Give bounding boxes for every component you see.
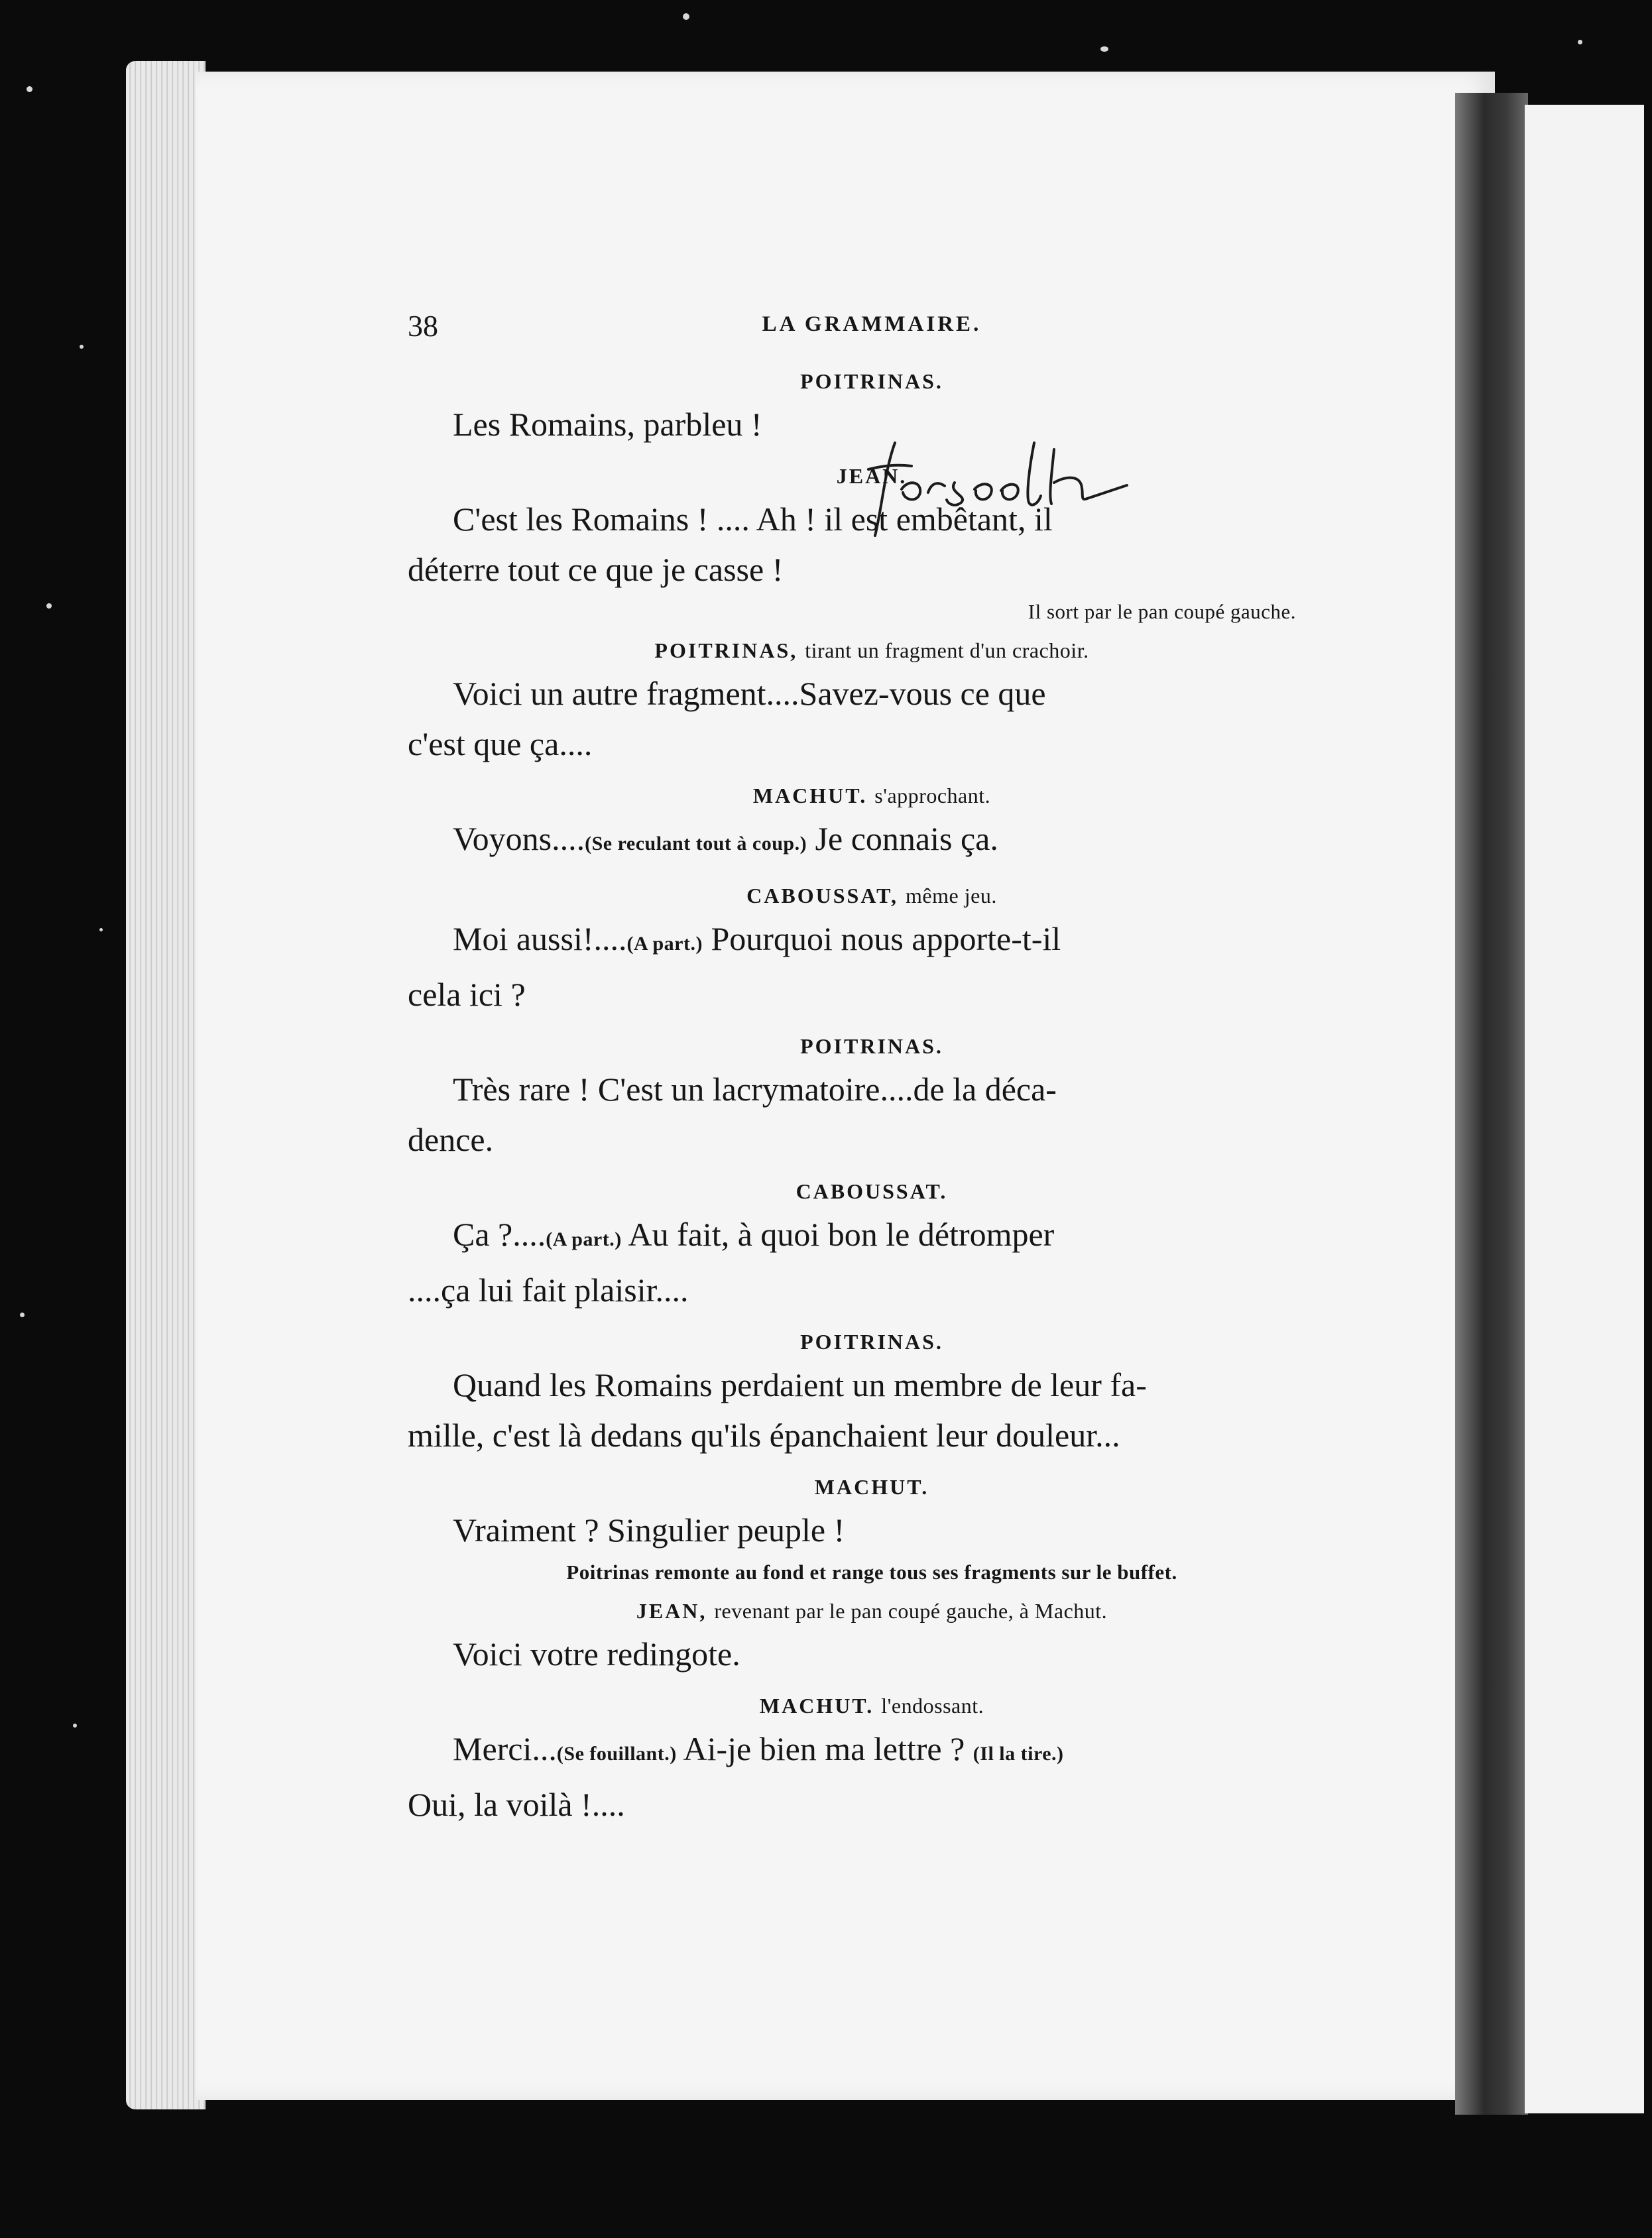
aside-direction: (A part.) bbox=[546, 1228, 622, 1250]
speaker-name: MACHUT. bbox=[752, 784, 868, 807]
dialogue-line: ....ça lui fait plaisir.... bbox=[408, 1271, 689, 1309]
aside-direction: (Se fouillant.) bbox=[556, 1743, 677, 1765]
dust-speck bbox=[99, 928, 103, 931]
dialogue-line: cela ici ? bbox=[408, 976, 526, 1013]
speaker-direction: l'endossant. bbox=[881, 1694, 984, 1718]
dust-speck bbox=[20, 1313, 25, 1317]
speaker-heading bbox=[408, 1179, 1336, 1204]
dialogue-line: Vraiment ? Singulier peuple ! bbox=[453, 1511, 845, 1549]
page-text bbox=[408, 308, 1336, 1830]
speaker-name: MACHUT. bbox=[814, 1475, 929, 1499]
speaker-heading bbox=[408, 464, 1336, 489]
dust-speck bbox=[1100, 46, 1108, 52]
aside-direction: (Se reculant tout à coup.) bbox=[585, 833, 807, 854]
dialogue-line: mille, c'est là dedans qu'ils épanchaient leur douleur... bbox=[408, 1417, 1120, 1454]
book-gutter bbox=[1455, 93, 1528, 2115]
dialogue-line: Très rare ! C'est un lacrymatoire....de la déca- bbox=[453, 1071, 1057, 1108]
speaker-heading bbox=[408, 884, 1336, 908]
dust-speck bbox=[27, 86, 32, 92]
speaker-name: POITRINAS. bbox=[800, 369, 943, 393]
running-head bbox=[408, 308, 1336, 355]
dialogue-text: Ça ?.... bbox=[453, 1216, 546, 1253]
speaker-name: POITRINAS. bbox=[800, 1034, 943, 1058]
dialogue-text: Pourquoi nous apporte-t-il bbox=[702, 920, 1061, 957]
stage-direction: Poitrinas remonte au fond et range tous ses fragments sur le buffet. bbox=[566, 1561, 1177, 1584]
speaker-heading bbox=[408, 1330, 1336, 1354]
dialogue-text: Au fait, à quoi bon le détromper bbox=[621, 1216, 1055, 1253]
dialogue-text: Moi aussi!.... bbox=[453, 920, 627, 957]
dialogue-line bbox=[408, 1724, 1336, 1779]
dialogue-line bbox=[408, 1209, 1336, 1265]
facing-page bbox=[1525, 105, 1644, 2113]
speaker-heading bbox=[408, 1599, 1336, 1623]
page-number: 38 bbox=[408, 309, 438, 343]
dialogue-line: Quand les Romains perdaient un membre de leur fa- bbox=[453, 1366, 1147, 1403]
dialogue-line: déterre tout ce que je casse ! bbox=[408, 551, 784, 588]
speaker-heading bbox=[408, 638, 1336, 663]
speaker-heading bbox=[408, 369, 1336, 394]
dialogue-line: Voici un autre fragment....Savez-vous ce que bbox=[453, 675, 1046, 712]
dialogue-text: Ai-je bien ma lettre ? bbox=[676, 1730, 973, 1767]
dialogue-line: Les Romains, parbleu ! bbox=[453, 406, 762, 443]
dialogue-line bbox=[408, 913, 1336, 969]
speaker-name: POITRINAS. bbox=[800, 1330, 943, 1354]
speaker-direction: même jeu. bbox=[906, 884, 997, 908]
dust-speck bbox=[683, 13, 689, 20]
speaker-direction: tirant un fragment d'un crachoir. bbox=[805, 638, 1089, 662]
speaker-heading bbox=[408, 784, 1336, 808]
speaker-name: CABOUSSAT. bbox=[796, 1179, 948, 1203]
speaker-direction: revenant par le pan coupé gauche, à Machut. bbox=[714, 1599, 1108, 1623]
dialogue-line: C'est les Romains ! .... Ah ! il est embêtant, il bbox=[453, 501, 1053, 538]
speaker-heading bbox=[408, 1475, 1336, 1500]
dialogue-line bbox=[408, 813, 1336, 869]
dust-speck bbox=[80, 345, 84, 349]
aside-direction: (A part.) bbox=[626, 933, 703, 955]
speaker-name: CABOUSSAT, bbox=[746, 884, 899, 908]
dialogue-line: Voici votre redingote. bbox=[453, 1635, 740, 1673]
dust-speck bbox=[73, 1724, 77, 1728]
speaker-name: JEAN. bbox=[836, 464, 908, 488]
speaker-heading bbox=[408, 1034, 1336, 1059]
dialogue-line: c'est que ça.... bbox=[408, 725, 593, 762]
speaker-name: POITRINAS, bbox=[654, 638, 798, 662]
dust-speck bbox=[1578, 40, 1582, 44]
dialogue-text: Voyons.... bbox=[453, 820, 585, 857]
speaker-name: JEAN, bbox=[636, 1599, 707, 1623]
scan-background-bottom bbox=[0, 2121, 1652, 2238]
dialogue-text: Merci... bbox=[453, 1730, 557, 1767]
dust-speck bbox=[46, 603, 52, 609]
running-title: LA GRAMMAIRE. bbox=[762, 312, 982, 336]
dialogue-text: Je connais ça. bbox=[807, 820, 998, 857]
aside-direction: (Il la tire.) bbox=[973, 1743, 1064, 1765]
dialogue-line: Oui, la voilà !.... bbox=[408, 1786, 625, 1823]
book-page-edges bbox=[126, 61, 206, 2109]
speaker-heading bbox=[408, 1694, 1336, 1718]
speaker-name: MACHUT. bbox=[759, 1694, 874, 1718]
stage-direction: Il sort par le pan coupé gauche. bbox=[1028, 600, 1296, 623]
dialogue-line: dence. bbox=[408, 1121, 494, 1158]
speaker-direction: s'approchant. bbox=[874, 784, 991, 807]
